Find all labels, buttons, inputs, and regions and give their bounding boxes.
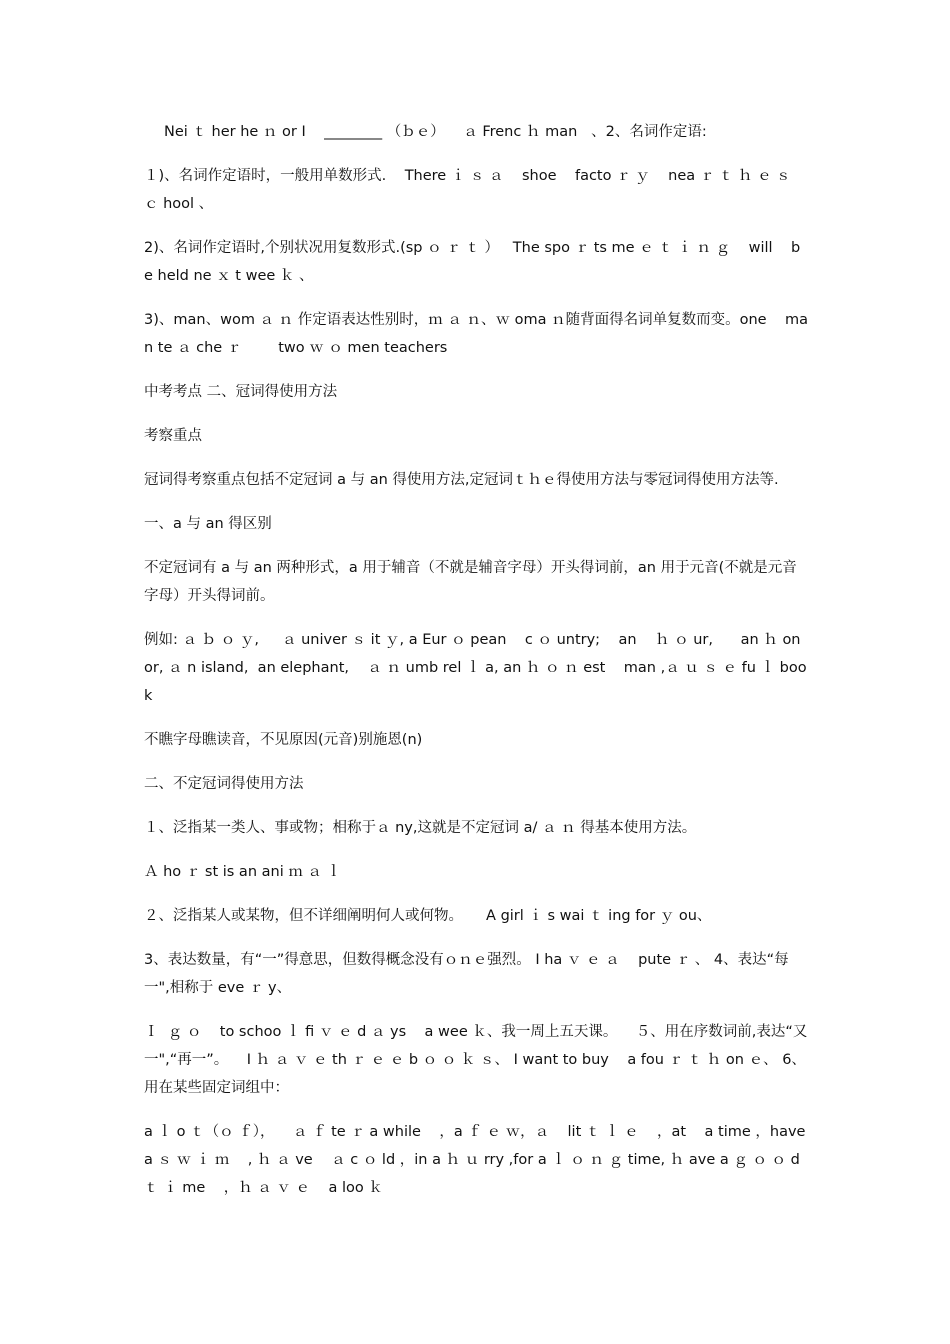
paragraph-mnemonic: 不瞧字母瞧读音，不见原因(元音)别施恩(n): [144, 732, 423, 748]
heading-exam-point-articles: 中考考点 二、冠词得使用方法: [144, 384, 338, 400]
paragraph-a-an-rule: 不定冠词有 a 与 an 两种形式，a 用于辅音（不就是辅音字母）开头得词前，an 用于元音(不就是元音字母）开头得词前。: [144, 560, 797, 604]
heading-key-points: 考察重点: [144, 428, 202, 444]
heading-a-vs-an: 一、a 与 an 得区别: [144, 516, 272, 532]
heading-indefinite-article-usage: 二、不定冠词得使用方法: [144, 776, 304, 792]
paragraph-a-an-examples: 例如: ａ ｂ ｏ ｙ, ａ univer ｓ it ｙ, a Eur ｏ pean c ｏ untry; an ｈ ｏ ur, an ｈ onor, ａ n island, an elephant, ａ ｎ umb rel ｌ a, an ｈ ｏ ｎ est man ,ａ ｕ ｓ ｅ fu ｌ book: [144, 632, 807, 704]
paragraph-fixed-phrases: a ｌ o ｔ（ｏ ｆ）， ａ ｆ te ｒ a while ，a ｆ ｅ ｗ，ａ lit ｔ ｌ ｅ ，at a time ，have a ｓ ｗ ｉ ｍ , ｈ ａ ve ａ c ｏ ld ，in a ｈ ｕ rry ,for a ｌ ｏ ｎ ｇ time, ｈ ave a ｇ ｏ ｏ d ｔ ｉ me ，ｈ ａ ｖ ｅ a loo ｋ: [144, 1124, 811, 1196]
document-page: [144, 118, 811, 1218]
paragraph-article-key-points: 冠词得考察重点包括不定冠词 a 与 an 得使用方法,定冠词ｔｈｅ得使用方法与零冠词得使用方法等.: [144, 472, 779, 488]
paragraph-neither-nor: Nei ｔ her he ｎ or I ________ （ｂｅ） ａ Frenc ｈ man 、2、名词作定语:: [164, 124, 707, 140]
paragraph-noun-attributive-singular: １)、名词作定语时，一般用单数形式. There ｉ ｓ ａ shoe facto ｒ ｙ nea ｒ ｔ ｈ ｅ ｓ ｃ hool 、: [144, 168, 796, 212]
paragraph-usage-1: １、泛指某一类人、事或物；相称于ａ ny,这就是不定冠词 a/ ａ ｎ 得基本使用方法。: [144, 820, 697, 836]
paragraph-usage-2: ２、泛指某人或某物，但不详细阐明何人或何物。 A girl ｉ s wai ｔ ing for ｙ ou、: [144, 908, 712, 924]
paragraph-man-woman-attributive: 3)、man、wom ａ ｎ 作定语表达性别时，ｍ ａ ｎ、ｗ oma ｎ随背面得名词单复数而变。one man te ａ che ｒ two ｗ ｏ men teachers: [144, 312, 809, 356]
paragraph-example-horse: Ａ ho ｒ st is an ani ｍ ａ ｌ: [144, 864, 342, 880]
paragraph-noun-attributive-plural: 2)、名词作定语时,个别状况用复数形式.(sp ｏ ｒ ｔ ） The spo ｒ ts me ｅ ｔ ｉ ｎ ｇ will be held ne ｘ t wee ｋ 、: [144, 240, 801, 284]
paragraph-usage-5-6: Ｉ ｇ ｏ to schoo ｌ fi ｖ ｅ d ａ ys a wee ｋ、我一周上五天课。 ５、用在序数词前,表达“又一",“再一”。 I ｈ ａ ｖ ｅ th ｒ ｅ ｅ b ｏ ｏ ｋ ｓ、 I want to buy a fou ｒ ｔ ｈ on ｅ、 6、用在某些固定词组中：: [144, 1024, 808, 1096]
paragraph-usage-3-4: 3、表达数量，有“一”得意思，但数得概念没有ｏｎｅ强烈。 I ha ｖ ｅ ａ pute ｒ 、 4、表达“每一",相称于 eve ｒ y、: [144, 952, 789, 996]
